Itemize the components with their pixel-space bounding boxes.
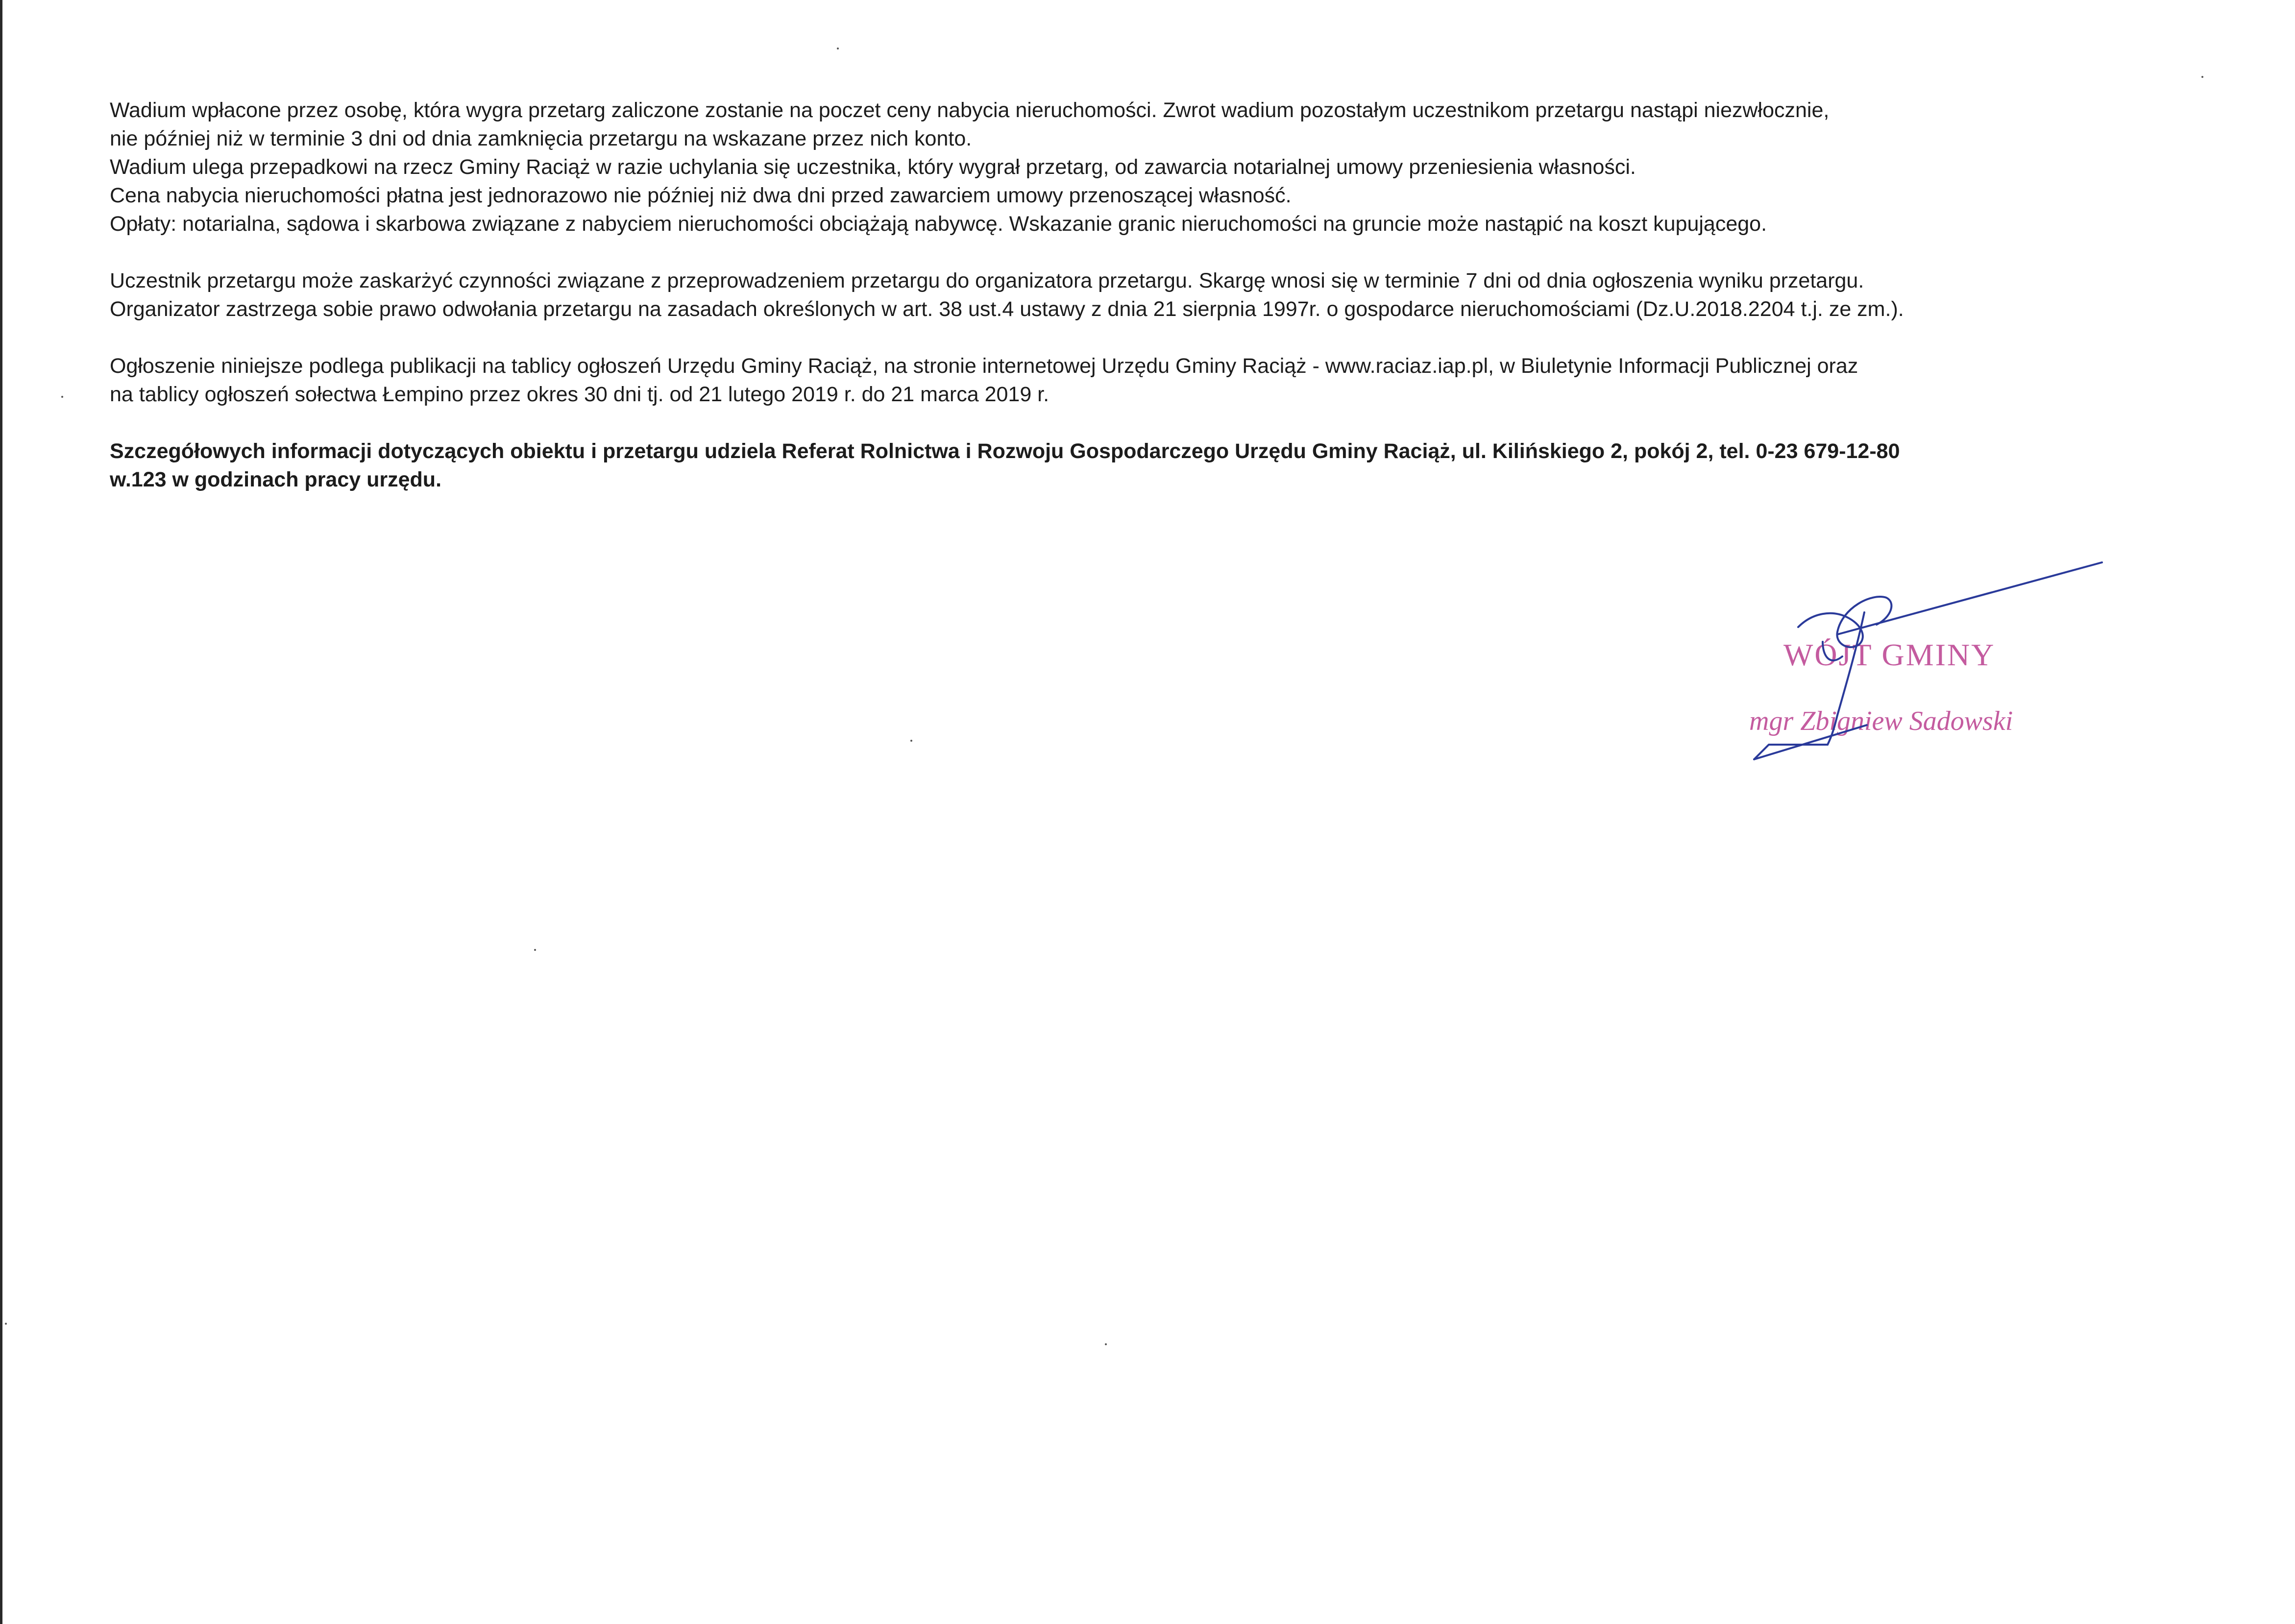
paragraph-spacer	[110, 238, 2210, 267]
scan-speck	[910, 740, 912, 742]
paragraph-spacer	[110, 409, 2210, 437]
paragraph-3-line-1: Ogłoszenie niniejsze podlega publikacji na tablicy ogłoszeń Urzędu Gminy Raciąż, na stronie internetowej Urzędu Gminy Raciąż - www.raciaz.iap.pl, w Biuletynie Informacji Publicznej oraz	[110, 354, 1858, 378]
paragraph-1-line-1: Wadium wpłacone przez osobę, która wygra przetarg zaliczone zostanie na poczet ceny nabycia nieruchomości. Zwrot wadium pozostałym uczestnikom przetargu nastąpi niezwłocznie,	[110, 98, 1830, 122]
paragraph-spacer	[110, 323, 2210, 352]
paragraph-2-line-2: Organizator zastrzega sobie prawo odwołania przetargu na zasadach określonych w art. 38 ust.4 ustawy z dnia 21 sierpnia 1997r. o gospodarce nieruchomościami (Dz.U.2018.2204 t.j. ze zm.).	[110, 297, 1904, 321]
scan-edge-line	[0, 0, 2, 1624]
contact-info-line-1: Szczegółowych informacji dotyczących obiektu i przetargu udziela Referat Rolnictwa i Rozwoju Gospodarczego Urzędu Gminy Raciąż, ul. Kilińskiego 2, pokój 2, tel. 0-23 679-12-80	[110, 439, 1900, 463]
scan-speck	[1105, 1343, 1107, 1345]
paragraph-1-line-2: nie później niż w terminie 3 dni od dnia zamknięcia przetargu na wskazane przez nich konto.	[110, 127, 972, 150]
scan-speck	[61, 396, 63, 398]
paragraph-2-line-1: Uczestnik przetargu może zaskarżyć czynności związane z przeprowadzeniem przetargu do organizatora przetargu. Skargę wnosi się w terminie 7 dni od dnia ogłoszenia wyniku przetargu.	[110, 269, 1864, 292]
scan-speck	[534, 949, 536, 951]
contact-info-line-2: w.123 w godzinach pracy urzędu.	[110, 468, 442, 491]
scan-speck	[2201, 76, 2203, 78]
scan-speck	[837, 48, 839, 49]
paragraph-3-line-2: na tablicy ogłoszeń sołectwa Łempino przez okres 30 dni tj. od 21 lutego 2019 r. do 21 marca 2019 r.	[110, 383, 1050, 406]
paragraph-1-line-3: Wadium ulega przepadkowi na rzecz Gminy Raciąż w razie uchylania się uczestnika, który wygrał przetarg, od zawarcia notarialnej umowy przeniesienia własności.	[110, 155, 1636, 179]
handwritten-signature	[1749, 539, 2122, 764]
scan-speck	[5, 1323, 7, 1325]
document-body	[110, 96, 2210, 494]
stamp-title: WÓJT GMINY	[1783, 637, 1996, 672]
paragraph-1-line-4: Cena nabycia nieruchomości płatna jest jednorazowo nie później niż dwa dni przed zawarciem umowy przenoszącej własność.	[110, 184, 1292, 207]
stamp-name: mgr Zbigniew Sadowski	[1749, 706, 2013, 736]
paragraph-1-line-5: Opłaty: notarialna, sądowa i skarbowa związane z nabyciem nieruchomości obciążają nabywcę. Wskazanie granic nieruchomości na gruncie może nastąpić na koszt kupującego.	[110, 212, 1767, 236]
